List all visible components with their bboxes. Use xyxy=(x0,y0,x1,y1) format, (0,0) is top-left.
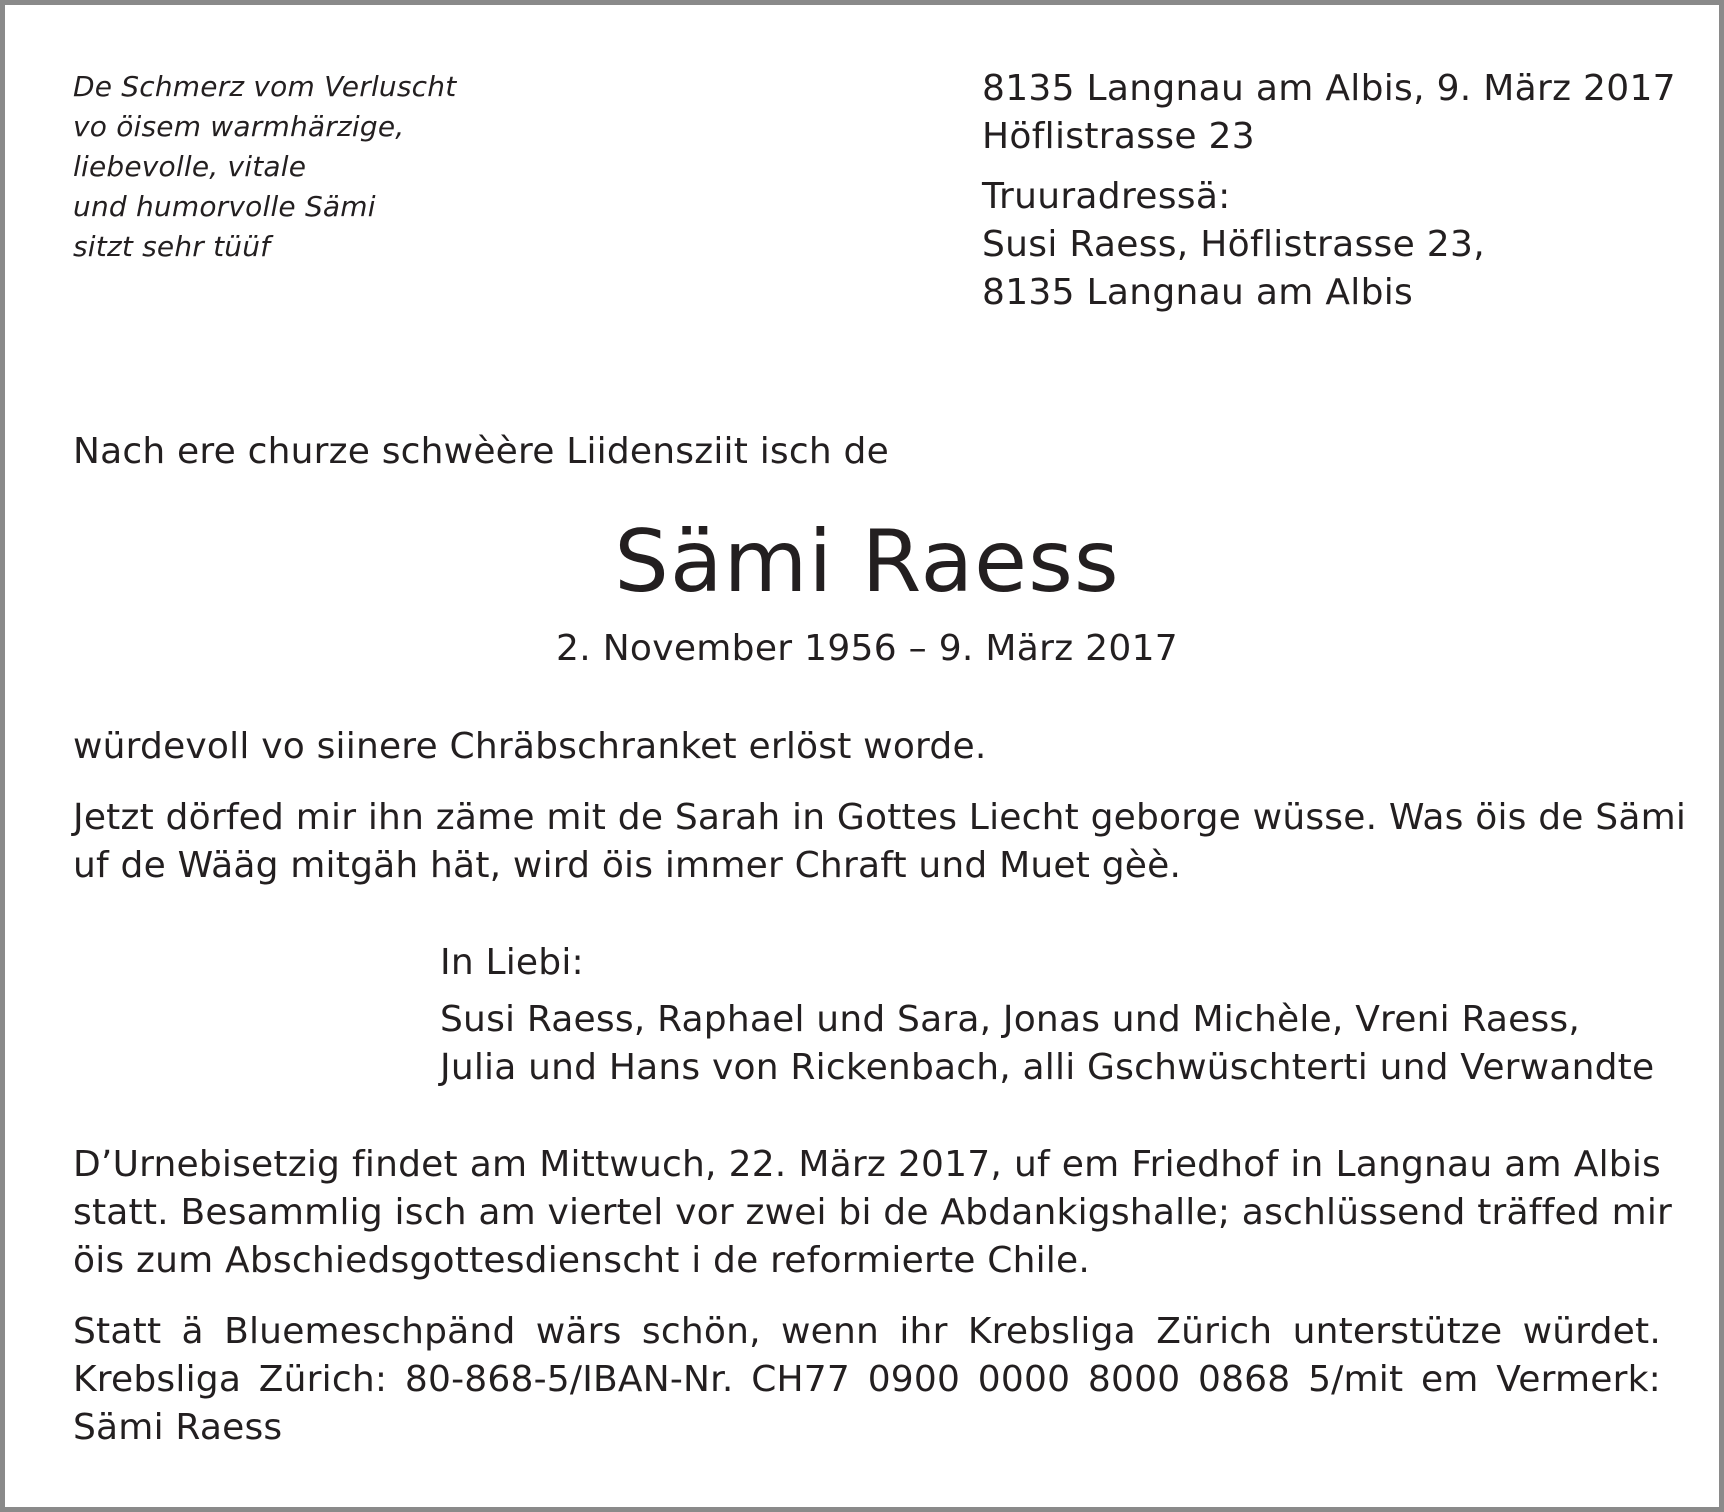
motto-verse xyxy=(73,67,456,267)
ceremony-paragraph xyxy=(73,1141,1673,1285)
family-label-text: In Liebi: xyxy=(440,942,584,983)
street-address: Höflistrasse 23 xyxy=(982,116,1255,157)
motto-line: und humorvolle Sämi xyxy=(73,190,376,223)
mourning-address-label: Truuradressä: xyxy=(982,176,1231,217)
life-dates: 2. November 1956 – 9. März 2017 xyxy=(556,628,1178,669)
paragraph-line: Sämi Raess xyxy=(73,1407,283,1448)
motto-line: vo öisem warmhärzige, xyxy=(73,110,405,143)
paragraph-line: uf de Wääg mitgäh hät, wird öis immer Chraft und Muet gèè. xyxy=(73,845,1182,886)
family-line: Susi Raess, Raphael und Sara, Jonas und Michèle, Vreni Raess, xyxy=(440,999,1581,1040)
family-names xyxy=(440,996,1654,1092)
paragraph-line: Jetzt dörfed mir ihn zäme mit de Sarah in Gottes Liecht geborge wüsse. Was öis de Sämi xyxy=(73,797,1687,838)
family-label xyxy=(440,939,584,987)
faith-paragraph xyxy=(73,794,1687,890)
mourning-address-line: Susi Raess, Höflistrasse 23, xyxy=(982,224,1485,265)
motto-line: De Schmerz vom Verluscht xyxy=(73,70,457,103)
paragraph-line: öis zum Abschiedsgottesdienscht i de reformierte Chile. xyxy=(73,1240,1090,1281)
paragraph-line: Krebsliga Zürich: 80-868-5/IBAN-Nr. CH77 0900 0000 8000 0868 5/mit em Vermerk: xyxy=(73,1359,1661,1400)
place-date: 8135 Langnau am Albis, 9. März 2017 xyxy=(982,68,1676,109)
paragraph-line: statt. Besammlig isch am viertel vor zwei bi de Abdankigshalle; aschlüssend träffed mir xyxy=(73,1192,1673,1233)
family-line: Julia und Hans von Rickenbach, alli Gschwüschterti und Verwandte xyxy=(440,1047,1655,1088)
deceased-name: Sämi Raess xyxy=(614,512,1120,612)
donation-paragraph xyxy=(73,1308,1661,1452)
address-block xyxy=(982,65,1676,317)
motto-line: sitzt sehr tüüf xyxy=(73,230,271,263)
intro-text: Nach ere churze schwèère Liidensziit isch de xyxy=(73,431,889,472)
paragraph-line: D’Urnebisetzig findet am Mittwuch, 22. März 2017, uf em Friedhof in Langnau am Albis xyxy=(73,1144,1661,1185)
paragraph-line: würdevoll vo siinere Chräbschranket erlöst worde. xyxy=(73,726,987,767)
paragraph-line: Statt ä Bluemeschpänd wärs schön, wenn ihr Krebsliga Zürich unterstütze würdet. xyxy=(73,1311,1661,1352)
released-paragraph xyxy=(73,723,1661,771)
motto-line: liebevolle, vitale xyxy=(73,150,307,183)
mourning-address-line: 8135 Langnau am Albis xyxy=(982,272,1414,313)
